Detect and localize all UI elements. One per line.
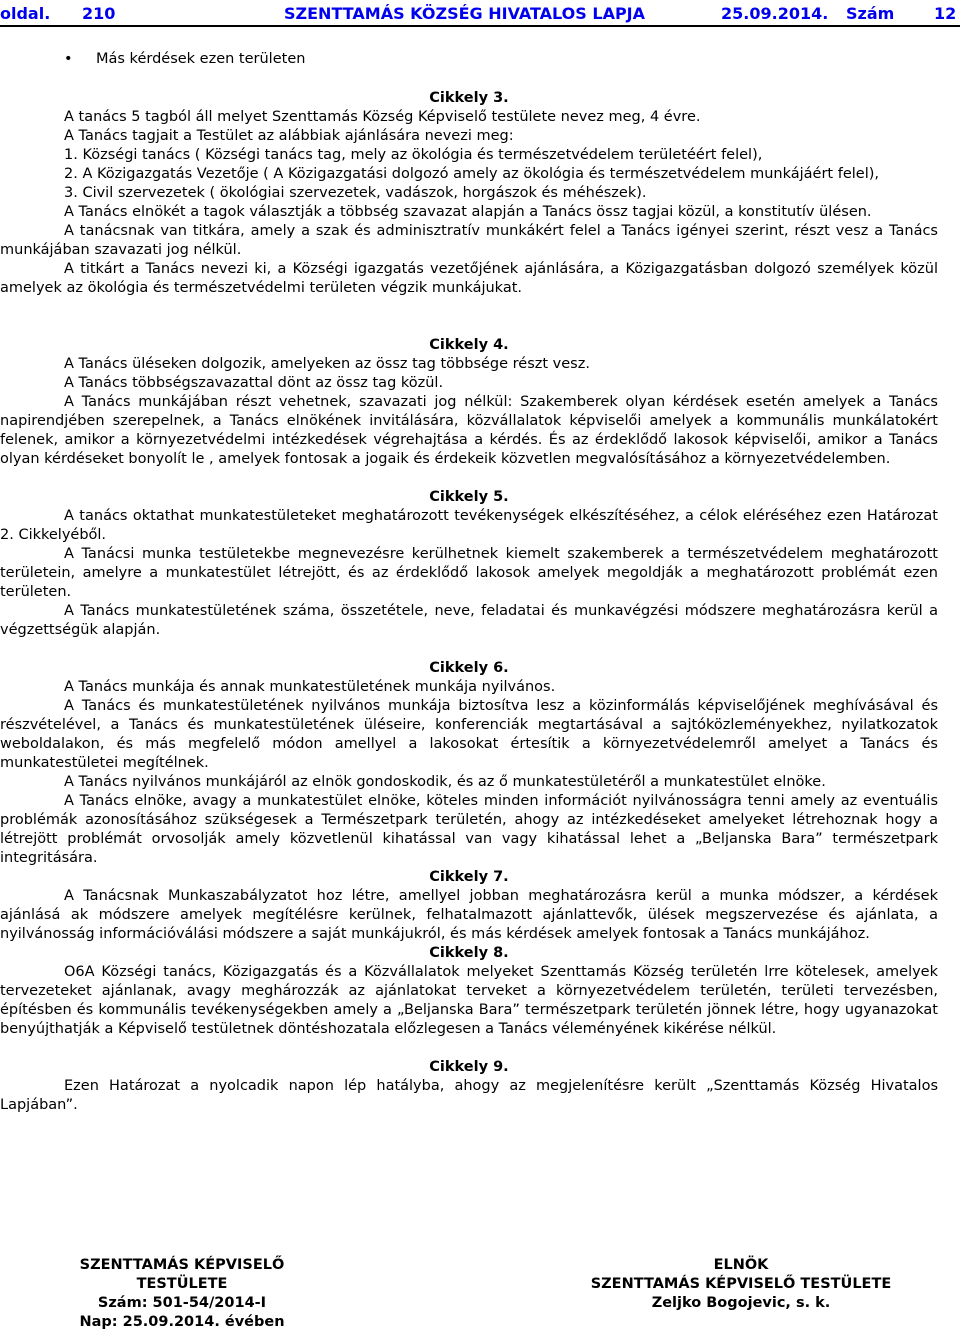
list-item <box>0 50 938 69</box>
signatory-council: SZENTTAMÁS KÉPVISELŐ TESTÜLETE <box>590 1276 892 1292</box>
paragraph: A Tanács elnöke, avagy a munkatestület elnöke, köteles minden információt nyilvánosságra tenni amely az eventuális problémák azonosításához szükségesek a Természetpark területén, ahogy az intézkedéseket amelyeket létrehoznak hogy a létrejött problémát orvosolják amely közvetlenül kihatással van vagy kihatással lehet a „Beljanska Bara” természetpark integritására. <box>0 793 938 866</box>
paragraph: A Tanács elnökét a tagok választják a többség szavazat alapján a Tanács össz tagjai közül, a konstitutív ülésen. <box>64 204 872 220</box>
paragraph: A Tanács munkatestületének száma, összetétele, neve, feladatai és munkavégzési módszere meghatározásra kerül a végzettségük alapján. <box>0 603 938 638</box>
section-title-7: Cikkely 7. <box>429 869 509 885</box>
header-rule <box>0 25 960 27</box>
bullet-icon: • <box>64 51 73 67</box>
paragraph: A Tanács munkájában részt vehetnek, szavazati jog nélkül: Szakemberek olyan kérdések esetén amelyek a Tanács napirendjében szerepelnek, a Tanács elnökének invitálására, közvállalatok képviselői amelyek a kommunális munkálatokért felenek, amikor a környezetvédelmi intézkedések végrehajtása a kérdés. És az érdeklődő lakosok képviselői, amikor a Tanács olyan kérdéseket bonyolít le , amelyek fontosak a jogaik és érdekeik közvetlen megvalósításához a környezetvédelemben. <box>0 394 938 467</box>
paragraph: A Tanács többségszavazattal dönt az össz tag közül. <box>64 375 444 391</box>
issue-date: 25.09.2014. <box>721 4 829 23</box>
page-header <box>0 4 960 26</box>
paragraph: A Tanácsi munka testületekbe megnevezésre kerülhetnek kiemelt szakemberek a természetvédelem meghatározott területein, amelyre a munkatestület létrejött, és az érdeklődő lakosok amelyek megoldják a meghatározott problémát ezen területen. <box>0 546 938 600</box>
paragraph: Ezen Határozat a nyolcadik napon lép hatályba, ahogy az megjelenítésre került „Szenttamás Község Hivatalos Lapjában”. <box>0 1078 938 1113</box>
signatory-title: ELNÖK <box>713 1257 769 1273</box>
footer-left <box>32 1256 332 1332</box>
paragraph: A tanácsnak van titkára, amely a szak és adminisztratív munkákért felel a Tanács igényei szerint, részt vesz a Tanács munkájában szavazati jog nélkül. <box>0 223 938 258</box>
paragraph: A Tanács nyilvános munkájáról az elnök gondoskodik, és az ő munkatestületéről a munkatestület elnöke. <box>64 774 826 790</box>
paragraph: A tanács oktathat munkatestületeket meghatározott tevékenységek elkészítéséhez, a célok eléréséhez ezen Határozat 2. Cikkelyéből. <box>0 508 938 543</box>
list-item: 2. A Közigazgatás Vezetője ( A Közigazgatási dolgozó amely az ökológia és természetvédelem munkájáért felel), <box>64 166 879 182</box>
paragraph: A Tanácsnak Munkaszabályzatot hoz létre, amellyel jobban meghatározásra kerül a munka módszer, a kérdések ajánlásá ak módszere amelyek megítélésre kerülnek, felhatalmazott ajánlattevők, ülések megszervezése és ajánlata, a nyilvánosság információválási módszere a saját munkájukról, és más kérdések amelyek fontosak a Tanács munkájához. <box>0 888 938 942</box>
publication-title: SZENTTAMÁS KÖZSÉG HIVATALOS LAPJA <box>284 4 646 23</box>
paragraph: A Tanács üléseken dolgozik, amelyeken az össz tag többsége részt vesz. <box>64 356 590 372</box>
issue-label: Szám <box>846 4 895 23</box>
paragraph: A Tanács tagjait a Testület az alábbiak ajánlására nevezi meg: <box>64 128 514 144</box>
signatory-name: Zeljko Bogojevic, s. k. <box>651 1295 831 1311</box>
section-title-4: Cikkely 4. <box>429 337 509 353</box>
document-body <box>0 50 938 1115</box>
document-date: Nap: 25.09.2014. évében <box>79 1314 285 1330</box>
section-title-8: Cikkely 8. <box>429 945 509 961</box>
bullet-text: Más kérdések ezen területen <box>96 51 306 67</box>
paragraph: A titkárt a Tanács nevezi ki, a Községi igazgatás vezetőjének ajánlására, a Közigazgatásban dolgozó személyek közül amelyek az ökológia és természetvédelmi területen végzik munkájukat. <box>0 261 938 296</box>
issue-number: 12 <box>934 4 957 23</box>
paragraph: A Tanács és munkatestületének nyilvános munkája biztosítva lesz a közinformálás képviselőjének meghívásával és részvételével, a Tanács és munkatestületének üléseire, konferenciák megtartásával a sajtóközleményekhez, nyilatkozatok weboldalakon, és más megfelelő módon amellyel a lakosokat értesítik a környezetvédelemről amelyet a Tanács és munkatestületei megítélnek. <box>0 698 938 771</box>
footer-right <box>590 1256 892 1313</box>
paragraph: A tanács 5 tagból áll melyet Szenttamás Község Képviselő testülete nevez meg, 4 évre. <box>64 109 701 125</box>
paragraph: A Tanács munkája és annak munkatestületének munkája nyilvános. <box>64 679 556 695</box>
list-item: 3. Civil szervezetek ( ökológiai szervezetek, vadászok, horgászok és méhészek). <box>64 185 647 201</box>
section-title-9: Cikkely 9. <box>429 1059 509 1075</box>
paragraph: O6A Községi tanács, Közigazgatás és a Közvállalatok melyeket Szenttamás Község területén lrre kötelesek, amelyek tervezeteket ajánlanak, avagy meghározzák az ajánlatokat terveket a környezetvédelem területén, területi tervezésben, építésben és kommunális tevékenységekben amely a „Beljanska Bara” természetpark területén jönnek létre, hogy ugyanazokat benyújthatják a Képviselő testületnek döntéshozatala előzlegesen a Tanács véleményének kikérése nélkül. <box>0 964 938 1037</box>
section-title-6: Cikkely 6. <box>429 660 509 676</box>
section-title-5: Cikkely 5. <box>429 489 509 505</box>
section-title-3: Cikkely 3. <box>429 90 509 106</box>
council-name: SZENTTAMÁS KÉPVISELŐ TESTÜLETE <box>79 1257 285 1292</box>
page-label: oldal. <box>0 4 51 23</box>
page-number: 210 <box>82 4 116 23</box>
list-item: 1. Községi tanács ( Községi tanács tag, mely az ökológia és természetvédelem területéért felel), <box>64 147 763 163</box>
document-number: Szám: 501-54/2014-I <box>97 1295 267 1311</box>
